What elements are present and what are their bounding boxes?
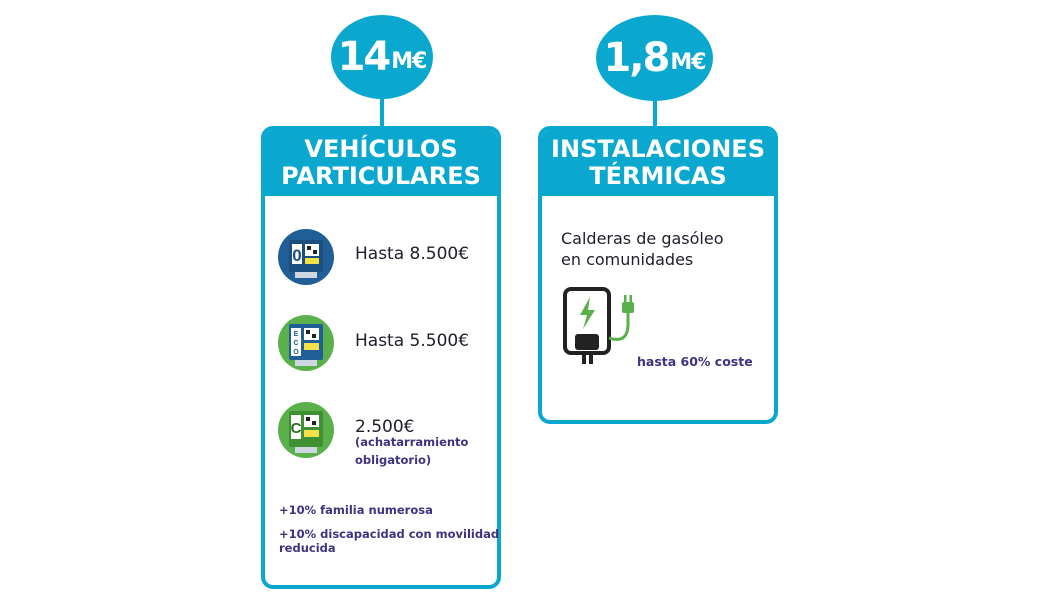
price-zero: Hasta 8.500€ [355,244,470,264]
left-amount-unit: M€ [391,48,427,74]
thermal-description-line2: en comunidades [561,250,694,269]
title-line: TÉRMICAS [589,162,727,190]
disability-bonus-line1: +10% discapacidad con movilidad [279,527,500,541]
svg-text:E: E [293,331,299,338]
left-connector [380,98,384,128]
svg-text:O: O [293,349,299,356]
thermal-coverage-note: hasta 60% coste [637,354,753,369]
right-connector [653,100,657,128]
boiler-charger-icon [562,286,642,368]
eco-badge-icon [277,314,335,372]
right-amount-bubble [596,15,713,101]
title-line: INSTALACIONES [551,135,765,163]
thermal-description-line1: Calderas de gasóleo [561,229,724,248]
thermal-card [538,126,778,424]
price-eco: Hasta 5.500€ [355,331,470,351]
thermal-card-title [542,130,774,196]
zero-emissions-badge-icon [277,228,335,286]
price-c: 2.500€ [355,417,415,437]
right-amount-number: 1,8 [603,35,669,81]
large-family-bonus: +10% familia numerosa [279,503,433,517]
title-line: VEHÍCULOS [304,135,458,163]
c-label-badge-icon [277,401,335,459]
svg-text:0: 0 [292,246,302,265]
svg-text:C: C [290,420,302,437]
vehicles-card-title [265,130,497,196]
left-amount-number: 14 [337,34,390,80]
right-amount-unit: M€ [670,49,706,75]
svg-text:C: C [293,340,299,347]
left-amount-bubble [331,15,433,99]
scrappage-note-line2: obligatorio) [355,453,432,467]
title-line: PARTICULARES [281,162,481,190]
disability-bonus-line2: reducida [279,541,336,555]
scrappage-note-line1: (achatarramiento [355,435,469,449]
